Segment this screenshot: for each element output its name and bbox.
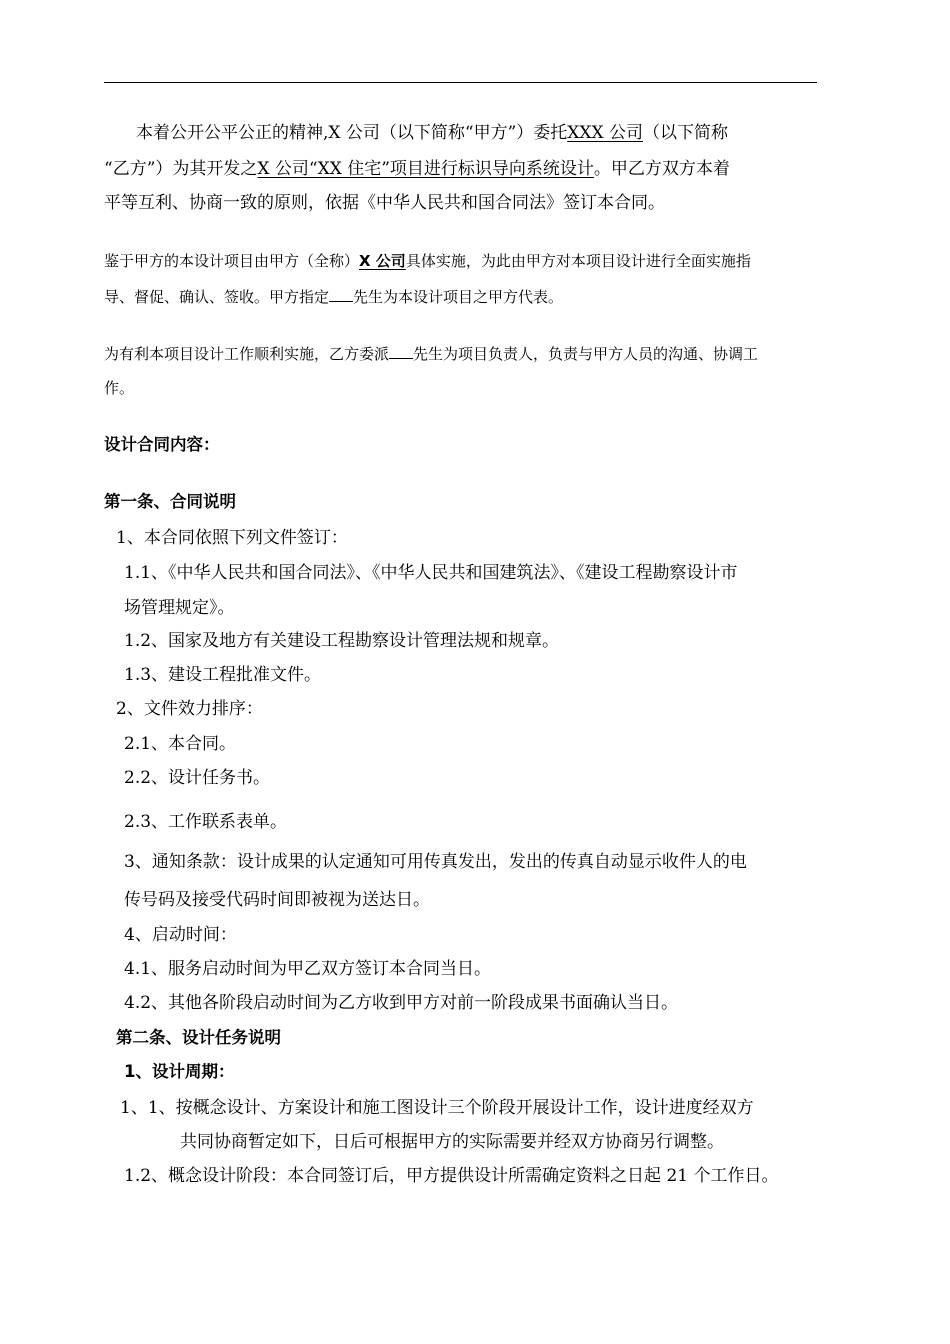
article-1-item: 2.1、本合同。 <box>124 734 237 754</box>
intro-line-3: 平等互利、协商一致的原则，依据《中华人民共和国合同法》签订本合同。 <box>104 193 665 213</box>
intro-line-2: “乙方”）为其开发之X 公司“XX 住宅”项目进行标识导向系统设计。甲乙方双方本着 <box>104 159 730 179</box>
party-b-name: XXX 公司 <box>567 123 644 143</box>
rep-line-2: 导、督促、确认、签收。甲方指定 先生为本设计项目之甲方代表。 <box>104 288 564 306</box>
article-1-item: 2.3、工作联系表单。 <box>124 812 288 832</box>
article-1-item: 传号码及接受代码时间即被视为送达日。 <box>124 890 430 910</box>
article-1-item: 4.1、服务启动时间为甲乙双方签订本合同当日。 <box>124 959 492 979</box>
article-1-item: 1.1、《中华人民共和国合同法》、《中华人民共和国建筑法》、《建设工程勘察设计市 <box>124 563 738 583</box>
party-b-lead-blank <box>389 344 413 359</box>
article-2-title: 第二条、设计任务说明 <box>116 1028 281 1047</box>
article-1-item: 4.2、其他各阶段启动时间为乙方收到甲方对前一阶段成果书面确认当日。 <box>124 993 679 1013</box>
article-1-item: 3、通知条款：设计成果的认定通知可用传真发出，发出的传真自动显示收件人的电 <box>124 852 747 872</box>
lead-line-2: 作。 <box>104 379 135 397</box>
contents-heading: 设计合同内容： <box>104 435 220 454</box>
article-2-item: 1.2、概念设计阶段：本合同签订后，甲方提供设计所需确定资料之日起 21 个工作日。 <box>124 1166 779 1186</box>
article-1-item: 4、启动时间： <box>124 925 237 945</box>
article-2-item: 共同协商暂定如下，日后可根据甲方的实际需要并经双方协商另行调整。 <box>180 1132 724 1152</box>
article-1-item: 1、本合同依照下列文件签订： <box>116 528 348 548</box>
article-2-item: 1、1、按概念设计、方案设计和施工图设计三个阶段开展设计工作，设计进度经双方 <box>120 1098 754 1118</box>
lead-line-1: 为有利本项目设计工作顺利实施，乙方委派 先生为项目负责人，负责与甲方人员的沟通、协调工 <box>104 345 759 363</box>
header-rule <box>104 82 817 83</box>
intro-line-1: 本着公开公平公正的精神,X 公司（以下简称“甲方”）委托XXX 公司（以下简称 <box>136 123 729 143</box>
article-1-title: 第一条、合同说明 <box>104 492 236 511</box>
article-1-item: 1.2、国家及地方有关建设工程勘察设计管理法规和规章。 <box>124 631 560 651</box>
article-1-item: 场管理规定》。 <box>124 598 235 618</box>
party-a-fullname: X 公司 <box>359 252 406 270</box>
party-a-rep-blank <box>329 287 353 302</box>
article-1-item: 2.2、设计任务书。 <box>124 768 271 788</box>
rep-line-1: 鉴于甲方的本设计项目由甲方（全称）X 公司具体实施，为此由甲方对本项目设计进行全面实施指 <box>104 252 751 270</box>
article-2-subtitle: 1、设计周期： <box>124 1062 235 1081</box>
project-name: X 公司“XX 住宅”项目进行标识导向系统设计 <box>257 159 594 179</box>
article-1-item: 2、文件效力排序： <box>116 699 263 719</box>
article-1-item: 1.3、建设工程批准文件。 <box>124 665 322 685</box>
